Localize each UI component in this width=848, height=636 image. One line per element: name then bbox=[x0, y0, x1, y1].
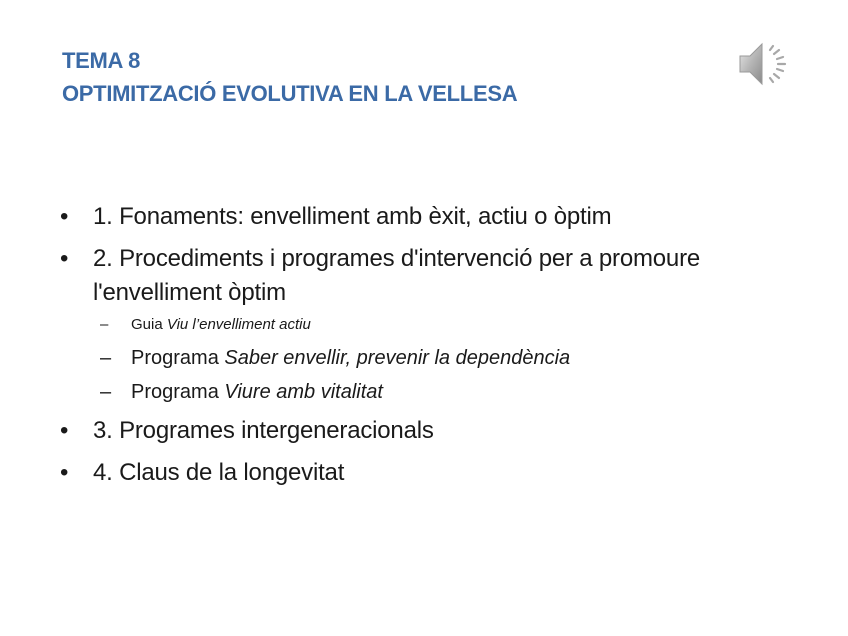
sub-item-prefix: Programa bbox=[131, 381, 219, 403]
slide-content bbox=[60, 200, 800, 498]
title-line-1: TEMA 8 bbox=[62, 48, 141, 73]
title-line-2: OPTIMITZACIÓ EVOLUTIVA EN LA VELLESA bbox=[62, 81, 518, 106]
dash-marker: – bbox=[100, 347, 112, 369]
sub-item bbox=[60, 314, 800, 336]
bullet-text: 1. Fonaments: envelliment amb èxit, actiu o òptim bbox=[93, 203, 612, 230]
dash-marker: – bbox=[100, 316, 109, 333]
bullet-marker: • bbox=[60, 203, 69, 230]
bullet-marker: • bbox=[60, 245, 69, 272]
sub-item-prefix: Programa bbox=[131, 347, 219, 369]
bullet-item bbox=[60, 414, 800, 448]
bullet-text: 2. Procediments i programes d'intervenció per a promoure l'envelliment òptim bbox=[93, 245, 701, 306]
speaker-icon-graphic bbox=[736, 38, 796, 90]
bullet-item bbox=[60, 456, 800, 490]
speaker-icon[interactable] bbox=[736, 38, 796, 90]
bullet-marker: • bbox=[60, 459, 69, 486]
sub-list bbox=[60, 314, 800, 406]
sub-item-title: Viu l’envelliment actiu bbox=[166, 316, 311, 333]
sub-item bbox=[60, 344, 800, 372]
sub-item-title: Saber envellir, prevenir la dependència bbox=[224, 347, 571, 369]
bullet-marker: • bbox=[60, 417, 69, 444]
bullet-text: 4. Claus de la longevitat bbox=[93, 459, 345, 486]
bullet-text: 3. Programes intergeneracionals bbox=[93, 417, 434, 444]
bullet-item bbox=[60, 242, 800, 310]
sub-item-title: Viure amb vitalitat bbox=[224, 381, 383, 403]
sub-item-prefix: Guia bbox=[131, 316, 163, 333]
bullet-item bbox=[60, 200, 800, 234]
dash-marker: – bbox=[100, 381, 112, 403]
sub-item bbox=[60, 378, 800, 406]
slide-title bbox=[62, 44, 517, 110]
